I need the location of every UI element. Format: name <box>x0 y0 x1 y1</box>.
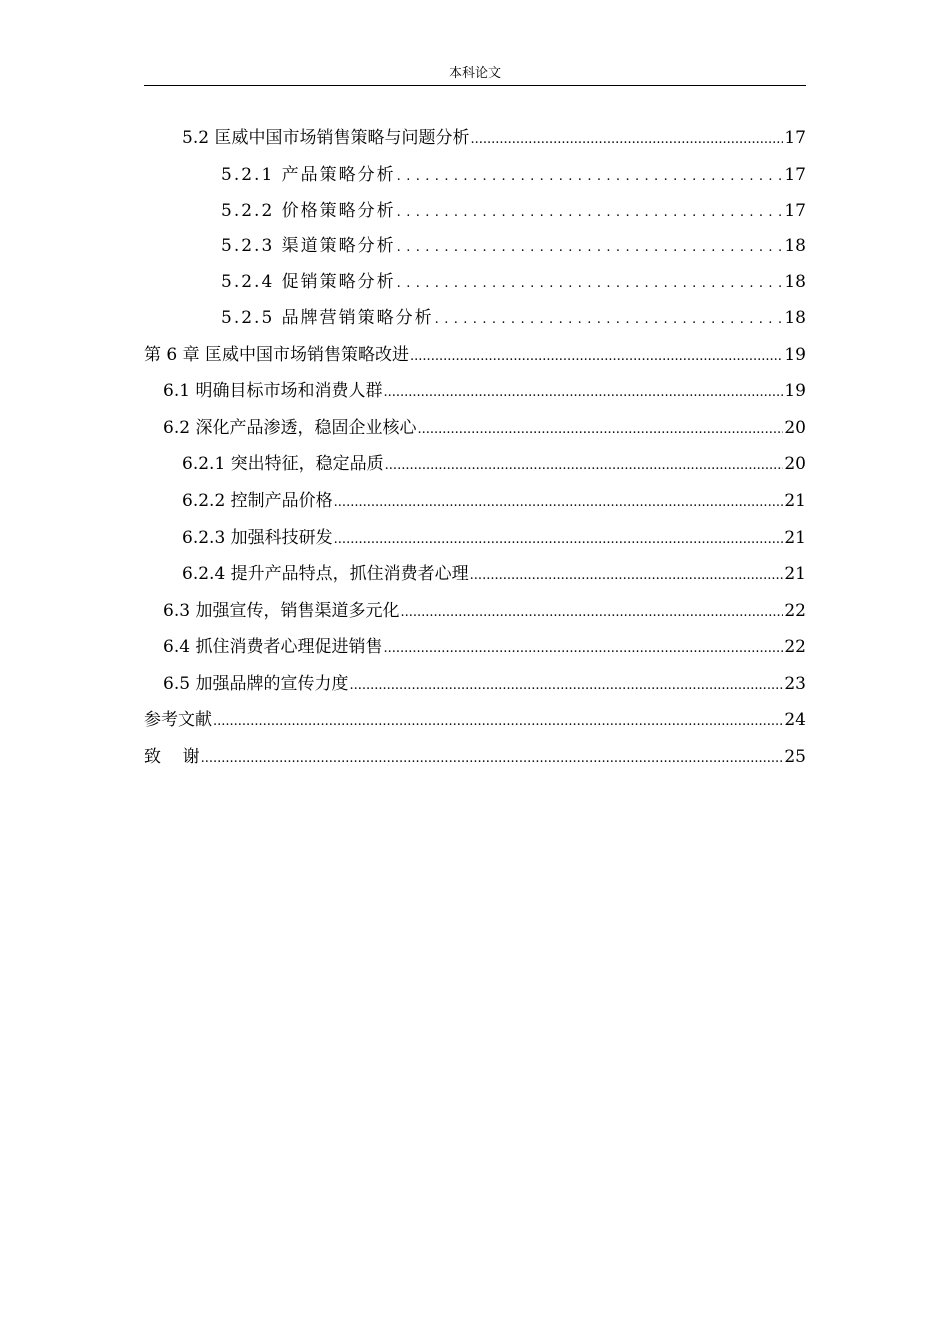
toc-entry-5-2-4[interactable] <box>221 270 806 296</box>
toc-entry-title: 5.2.1 产品策略分析 <box>221 165 396 185</box>
toc-entry-title: 6.2.3 加强科技研发 <box>182 528 333 548</box>
toc-entry-acknowledgements[interactable] <box>144 745 806 771</box>
toc-entry-title: 6.1 明确目标市场和消费人群 <box>163 381 383 401</box>
toc-entry-page: 20 <box>784 418 806 438</box>
toc-entry-title: 6.2 深化产品渗透，稳固企业核心 <box>163 418 417 438</box>
toc-leader <box>383 381 783 405</box>
page-header-title: 本科论文 <box>448 66 501 81</box>
toc-leader <box>213 710 783 734</box>
toc-entry-title: 5.2.3 渠道策略分析 <box>221 236 396 256</box>
toc-entry-5-2-3[interactable] <box>221 234 806 260</box>
toc-entry-6-2-1[interactable] <box>182 452 806 478</box>
toc-leader <box>470 128 783 152</box>
toc-entry-6-4[interactable] <box>163 635 806 661</box>
toc-entry-page: 19 <box>784 381 806 401</box>
toc-leader <box>435 308 784 332</box>
toc-entry-title: 6.4 抓住消费者心理促进销售 <box>163 637 383 657</box>
toc-entry-title: 6.2.1 突出特征，稳定品质 <box>182 454 384 474</box>
toc-leader <box>397 165 784 189</box>
toc-entry-5-2[interactable] <box>182 126 806 152</box>
toc-entry-page: 18 <box>784 236 806 256</box>
toc-entry-6-2[interactable] <box>163 416 806 442</box>
toc-entry-title: 5.2.2 价格策略分析 <box>221 201 396 221</box>
toc-entry-page: 17 <box>784 128 806 148</box>
toc-entry-6-5[interactable] <box>163 672 806 698</box>
toc-entry-5-2-2[interactable] <box>221 199 806 225</box>
toc-entry-title: 6.2.4 提升产品特点，抓住消费者心理 <box>182 564 469 584</box>
toc-entry-title: 5.2.4 促销策略分析 <box>221 272 396 292</box>
toc-leader <box>397 272 784 296</box>
toc-entry-page: 21 <box>784 491 806 511</box>
toc-entry-title: 参考文献 <box>144 710 212 730</box>
toc-leader <box>349 674 783 698</box>
toc-entry-6-3[interactable] <box>163 599 806 625</box>
toc-entry-title: 第 6 章 匡威中国市场销售策略改进 <box>144 345 410 365</box>
toc-entry-6-1[interactable] <box>163 379 806 405</box>
toc-entry-page: 21 <box>784 564 806 584</box>
toc-entry-page: 22 <box>784 601 806 621</box>
toc-entry-page: 25 <box>784 747 806 767</box>
toc-entry-page: 22 <box>784 637 806 657</box>
toc-leader <box>470 564 784 588</box>
toc-entry-5-2-5[interactable] <box>221 306 806 332</box>
toc-entry-title: 5.2.5 品牌营销策略分析 <box>221 308 434 328</box>
toc-entry-chapter-6[interactable] <box>144 343 806 369</box>
header-rule <box>144 85 806 86</box>
toc-leader <box>334 491 784 515</box>
toc-leader <box>400 601 783 625</box>
toc-entry-title: 6.2.2 控制产品价格 <box>182 491 333 511</box>
toc-entry-page: 23 <box>784 674 806 694</box>
toc-entry-6-2-3[interactable] <box>182 526 806 552</box>
toc-leader <box>383 637 783 661</box>
toc-entry-title: 6.5 加强品牌的宣传力度 <box>163 674 349 694</box>
toc-entry-page: 18 <box>784 272 806 292</box>
toc-entry-page: 17 <box>784 201 806 221</box>
toc-entry-page: 24 <box>784 710 806 730</box>
toc-entry-6-2-2[interactable] <box>182 489 806 515</box>
toc-leader <box>417 418 783 442</box>
toc-entry-page: 20 <box>784 454 806 474</box>
toc-entry-5-2-1[interactable] <box>221 163 806 189</box>
toc-entry-page: 17 <box>784 165 806 185</box>
toc-entry-page: 21 <box>784 528 806 548</box>
toc-leader <box>397 201 784 225</box>
toc-leader <box>397 236 784 260</box>
toc-entry-6-2-4[interactable] <box>182 562 806 588</box>
toc-leader <box>410 345 783 369</box>
toc-entry-title: 5.2 匡威中国市场销售策略与问题分析 <box>182 128 470 148</box>
toc-entry-page: 19 <box>784 345 806 365</box>
toc-entry-references[interactable] <box>144 708 806 734</box>
toc-entry-title: 致 谢 <box>144 747 200 767</box>
toc-leader <box>385 454 784 478</box>
toc-leader <box>201 747 784 771</box>
toc-entry-page: 18 <box>784 308 806 328</box>
toc-entry-title: 6.3 加强宣传，销售渠道多元化 <box>163 601 400 621</box>
toc-leader <box>334 528 784 552</box>
